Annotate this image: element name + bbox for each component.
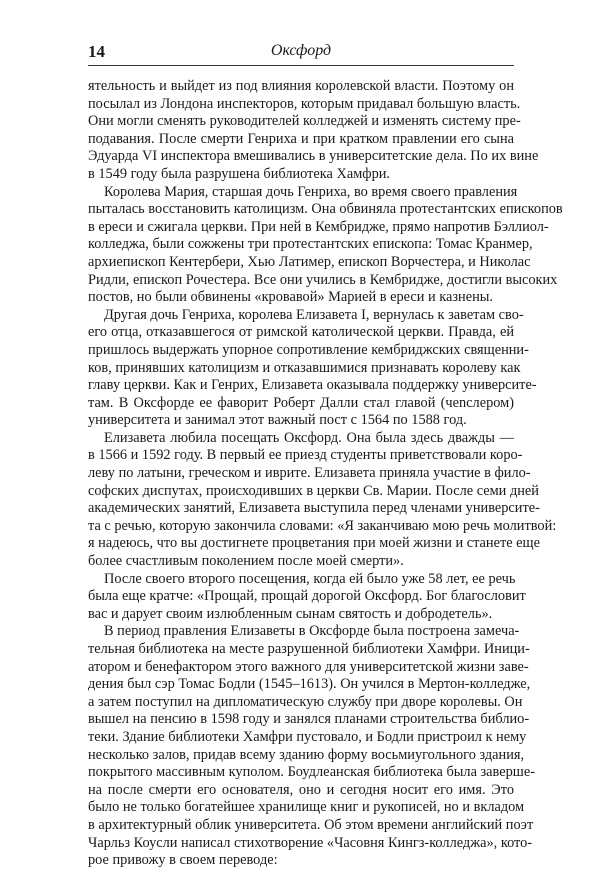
text-line: ятельность и выйдет из под влияния королевской власти. Поэтому он <box>88 78 514 94</box>
text-line: Они могли сменять руководителей колледжей и изменять систему пре- <box>88 113 521 130</box>
text-line: посылал из Лондона инспекторов, которым придавал большую власть. <box>88 95 521 112</box>
text-line: Эдуарда VI инспектора вмешивались в университетские дела. По их вине <box>88 148 539 165</box>
text-line: я надеюсь, что вы достигнете процветания при моей жизни и станете еще <box>88 535 540 552</box>
running-title: Оксфорд <box>270 42 332 59</box>
text-line: подавания. После смерти Генриха и при кратком правлении его сына <box>88 130 514 147</box>
text-line: тельная библиотека на месте разрушенной библиотеки Хамфри. Иници- <box>88 641 530 657</box>
text-line: несколько залов, придав всему зданию форму восьмиугольного здания, <box>88 746 525 763</box>
text-line: теки. Здание библиотеки Хамфри пустовало, и Бодли пристроил к нему <box>88 728 527 745</box>
paragraph <box>88 306 537 430</box>
text-line: постов, но были обвинены «кровавой» Марией в ереси и казнены. <box>88 289 493 306</box>
text-line: дения был сэр Томас Бодли (1545–1613). Он учился в Мертон-колледже, <box>88 676 531 693</box>
paragraph <box>88 429 557 571</box>
text-line: Елизавета любила посещать Оксфорд. Она была здесь дважды — <box>104 429 514 446</box>
text-line: Ридли, епископ Рочестера. Все они учились в Кембридже, достигли высоких <box>88 271 558 288</box>
text-line: леву по латыни, греческом и иврите. Елизавета приняла участие в фило- <box>88 465 531 482</box>
paragraph <box>88 183 563 307</box>
text-line: После своего второго посещения, когда ей было уже 58 лет, ее речь <box>104 570 516 587</box>
text-line: колледжа, были сожжены три протестантских епископа: Томас Кранмер, <box>88 236 533 253</box>
text-line: та с речью, которую закончила словами: «Я заканчиваю мою речь молитвой: <box>88 517 557 534</box>
page-number: 14 <box>88 42 105 61</box>
text-line: рое привожу в своем переводе: <box>88 852 278 869</box>
text-line: там. В Оксфорде ее фаворит Роберт Далли стал главой (чenслером) <box>88 394 514 411</box>
body-text <box>88 78 563 870</box>
text-line: атором и бенефактором этого важного для университетской жизни заве- <box>88 658 529 675</box>
text-line: покрытого массивным куполом. Боудлеанская библиотека была заверше- <box>88 764 535 781</box>
text-line: В период правления Елизаветы в Оксфорде была построена замеча- <box>104 623 520 640</box>
paragraph <box>88 623 535 869</box>
text-line: а затем поступил на дипломатическую службу при дворе королевы. Он <box>88 693 523 710</box>
page-header <box>88 40 514 64</box>
text-line: на после смерти его основателя, оно и сегодня носит его имя. Это <box>88 781 514 798</box>
text-line: главу церкви. Как и Генрих, Елизавета оказывала поддержку университе- <box>88 377 537 394</box>
text-line: софских диспутах, происходивших в церкви Св. Марии. После семи дней <box>88 482 539 499</box>
text-line: ков, принявших католицизм и отказавшимися признавать королеву как <box>88 359 521 376</box>
text-line: более счастливым поколением после моей смерти». <box>88 553 404 570</box>
text-line: Чарльз Коусли написал стихотворение «Часовня Кингз-колледжа», кото- <box>88 834 533 851</box>
text-line: была еще кратче: «Прощай, прощай дорогой Оксфорд. Бог благословит <box>88 588 526 605</box>
text-line: вас и дарует своим излюбленным сынам святость и добродетель». <box>88 605 493 622</box>
text-line: в 1566 и 1592 году. В первый ее приезд студенты приветствовали коро- <box>88 447 523 464</box>
text-line: в архитектурный облик университета. Об этом времени английский поэт <box>88 816 534 833</box>
text-line: его отца, отказавшегося от римской католической церкви. Правда, ей <box>88 324 514 341</box>
header-rule <box>88 65 514 66</box>
text-line: университета и занимал этот важный пост с 1564 по 1588 год. <box>88 412 467 429</box>
text-line: пыталась восстановить католицизм. Она обвиняла протестантских епископов <box>88 201 563 218</box>
text-line: Королева Мария, старшая дочь Генриха, во время своего правления <box>104 183 518 200</box>
text-line: в 1549 году была разрушена библиотека Хамфри. <box>88 165 391 182</box>
text-line: Другая дочь Генриха, королева Елизавета I, вернулась к заветам сво- <box>104 306 524 323</box>
text-line: в ереси и сжигала церкви. При ней в Кембридже, прямо напротив Бэллиол- <box>88 218 549 235</box>
text-line: академических занятий, Елизавета выступила перед членами университе- <box>88 500 540 517</box>
text-line: пришлось выдержать упорное сопротивление кембриджских священни- <box>88 341 529 358</box>
text-line: было не только богатейшее хранилище книг и рукописей, но и вкладом <box>88 799 525 816</box>
text-line: архиепископ Кентербери, Хью Латимер, епископ Ворчестера, и Николас <box>88 253 531 270</box>
text-line: вышел на пенсию в 1598 году и занялся планами строительства библио- <box>88 711 530 728</box>
paragraph <box>88 78 539 184</box>
paragraph <box>88 570 526 624</box>
